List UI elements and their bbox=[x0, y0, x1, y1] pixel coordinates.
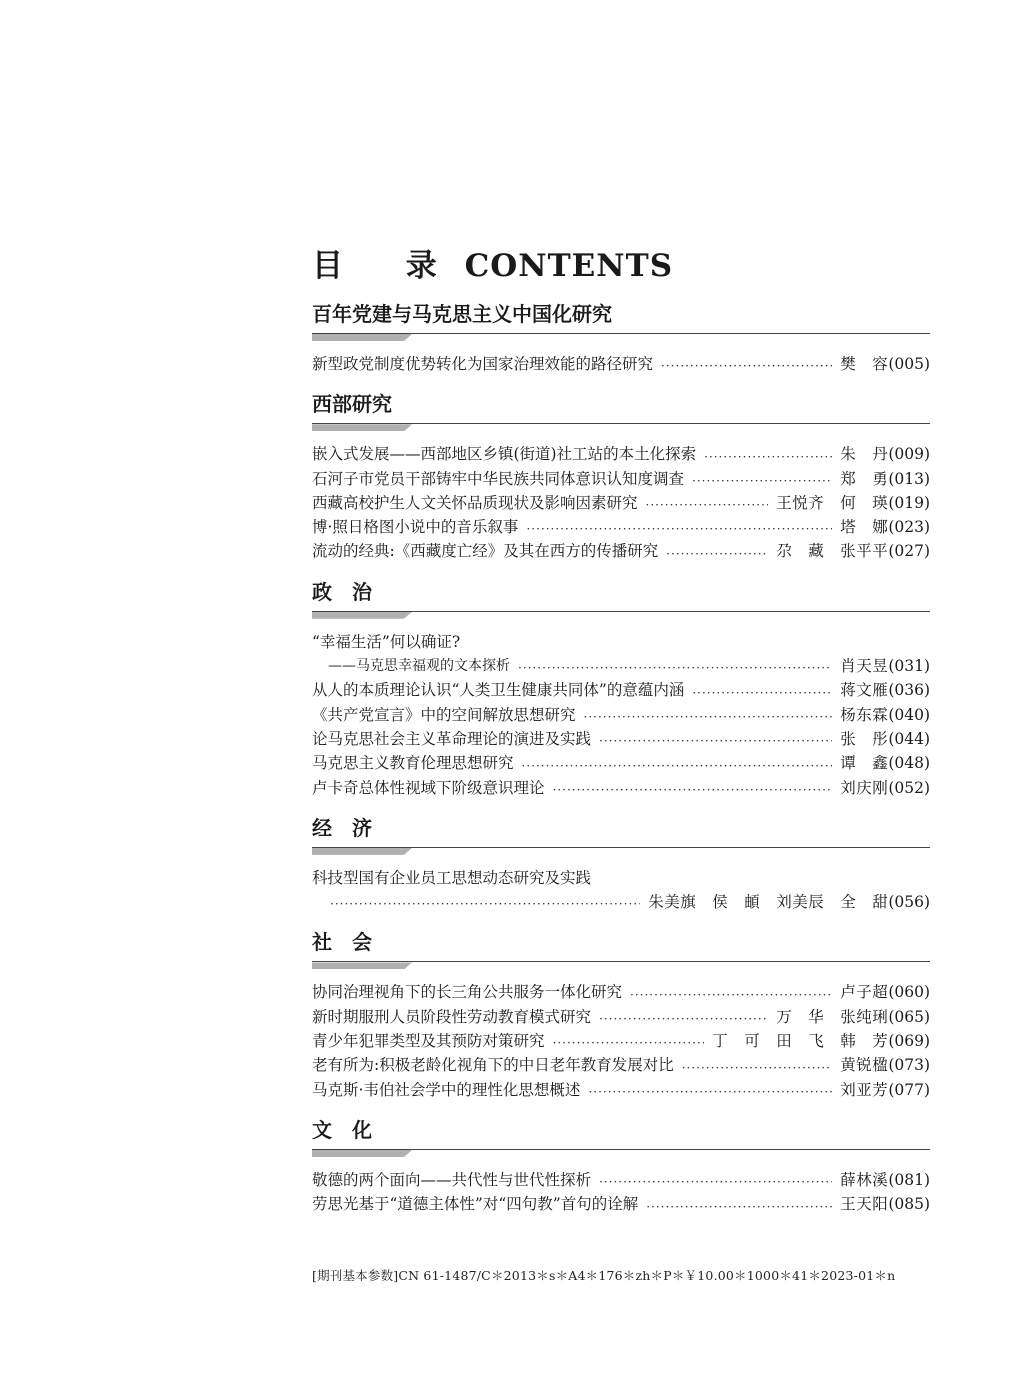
entry-author: 谭 鑫 bbox=[840, 754, 889, 773]
entry-author: 樊 容 bbox=[840, 355, 889, 373]
section-rule bbox=[312, 330, 930, 342]
toc-entry[interactable] bbox=[312, 1053, 930, 1077]
entry-page: (077) bbox=[888, 1080, 930, 1099]
entry-title: 西藏高校护生人文关怀品质现状及影响因素研究 bbox=[312, 493, 638, 512]
leader-dots bbox=[599, 1009, 768, 1029]
entry-author: 丁 可 田 飞 韩 芳 bbox=[712, 1032, 889, 1051]
toc-entry[interactable] bbox=[312, 352, 930, 376]
entry-page: (009) bbox=[888, 445, 930, 464]
entry-author: 蒋文雁 bbox=[840, 681, 889, 700]
entry-title: “幸福生活”何以确证? bbox=[312, 632, 461, 651]
toc-entry[interactable] bbox=[312, 1005, 930, 1029]
page-title-zh: 目 录 bbox=[312, 248, 463, 284]
entry-page: (048) bbox=[888, 754, 930, 773]
section-rule bbox=[312, 958, 930, 970]
section-economy bbox=[312, 814, 930, 915]
page-title bbox=[312, 246, 930, 286]
entry-author: 黄锐楹 bbox=[840, 1056, 889, 1075]
entry-author: 朱美旗 侯 頔 刘美辰 全 甜 bbox=[648, 893, 889, 912]
entry-title: 《共产党宣言》中的空间解放思想研究 bbox=[312, 705, 576, 724]
leader-dots bbox=[646, 1197, 832, 1217]
section-heading: 西部研究 bbox=[312, 392, 392, 417]
entry-page: (027) bbox=[888, 542, 930, 561]
entry-page: (044) bbox=[888, 729, 930, 748]
entry-page: (085) bbox=[888, 1195, 930, 1214]
toc-entry[interactable] bbox=[312, 654, 930, 678]
toc-entry[interactable] bbox=[312, 678, 930, 702]
toc-entry[interactable] bbox=[312, 1168, 930, 1192]
entry-page: (056) bbox=[888, 893, 930, 912]
leader-dots bbox=[661, 356, 832, 376]
section-heading: 文 化 bbox=[312, 1117, 372, 1142]
toc-entry[interactable] bbox=[312, 515, 930, 539]
section-politics bbox=[312, 578, 930, 800]
entry-title: 科技型国有企业员工思想动态研究及实践 bbox=[312, 868, 592, 887]
entry-page: (069) bbox=[888, 1032, 930, 1051]
leader-dots bbox=[588, 1082, 832, 1102]
toc-entry[interactable] bbox=[312, 980, 930, 1004]
entry-author: 王天阳 bbox=[840, 1195, 889, 1214]
leader-dots bbox=[553, 1033, 705, 1053]
entry-title: 青少年犯罪类型及其预防对策研究 bbox=[312, 1032, 545, 1051]
entry-page: (060) bbox=[888, 983, 930, 1002]
section-rule bbox=[312, 420, 930, 432]
entry-title: 论马克思社会主义革命理论的演进及实践 bbox=[312, 729, 592, 748]
entry-page: (019) bbox=[888, 493, 930, 512]
section-party-building bbox=[312, 300, 930, 376]
leader-dots bbox=[330, 894, 640, 914]
entry-title: 从人的本质理论认识“人类卫生健康共同体”的意蕴内涵 bbox=[312, 681, 685, 700]
leader-dots bbox=[518, 658, 832, 678]
entry-author: 万 华 张纯琍 bbox=[776, 1007, 889, 1026]
entry-page: (023) bbox=[888, 518, 930, 537]
toc-entry[interactable] bbox=[312, 1078, 930, 1102]
entry-author: 郑 勇 bbox=[840, 469, 889, 488]
entry-title: 劳思光基于“道德主体性”对“四句教”首句的诠解 bbox=[312, 1195, 639, 1214]
section-heading: 政 治 bbox=[312, 579, 372, 604]
entry-author: 肖天昱 bbox=[840, 657, 889, 676]
toc-entry[interactable] bbox=[312, 1029, 930, 1053]
entry-page: (013) bbox=[888, 469, 930, 488]
toc-entry[interactable] bbox=[312, 703, 930, 727]
entry-author: 杨东霖 bbox=[840, 705, 889, 724]
entry-author: 朱 丹 bbox=[840, 445, 889, 464]
leader-dots bbox=[599, 731, 832, 751]
toc-entry[interactable] bbox=[312, 727, 930, 751]
toc-entry[interactable] bbox=[312, 890, 930, 914]
entry-title: 流动的经典:《西藏度亡经》及其在西方的传播研究 bbox=[312, 542, 659, 561]
leader-dots bbox=[666, 544, 768, 564]
toc-entry[interactable] bbox=[312, 442, 930, 466]
entry-title: 新时期服刑人员阶段性劳动教育模式研究 bbox=[312, 1007, 592, 1026]
entry-author: 刘庆刚 bbox=[840, 778, 889, 797]
section-society bbox=[312, 928, 930, 1101]
leader-dots bbox=[646, 495, 769, 515]
entry-author: 薛林溪 bbox=[840, 1170, 889, 1189]
entry-author: 尕 藏 张平平 bbox=[776, 542, 889, 561]
leader-dots bbox=[553, 780, 833, 800]
entry-author: 塔 娜 bbox=[840, 518, 889, 537]
entry-page: (081) bbox=[888, 1170, 930, 1189]
toc-entry[interactable] bbox=[312, 539, 930, 563]
entry-subtitle: ——马克思幸福观的文本探析 bbox=[328, 658, 510, 675]
section-rule bbox=[312, 844, 930, 856]
entry-page: (036) bbox=[888, 681, 930, 700]
leader-dots bbox=[682, 1058, 833, 1078]
entry-author: 张 彤 bbox=[840, 729, 889, 748]
section-heading: 经 济 bbox=[312, 815, 372, 840]
section-western-research bbox=[312, 390, 930, 563]
toc-entry-title-line[interactable] bbox=[312, 866, 930, 890]
table-of-contents bbox=[312, 246, 930, 1217]
entry-title: 卢卡奇总体性视域下阶级意识理论 bbox=[312, 778, 545, 797]
toc-entry[interactable] bbox=[312, 1192, 930, 1216]
entry-page: (031) bbox=[888, 657, 930, 676]
entry-title: 石河子市党员干部铸牢中华民族共同体意识认知度调查 bbox=[312, 469, 685, 488]
entry-author: 卢子超 bbox=[840, 983, 889, 1002]
entry-title: 老有所为:积极老龄化视角下的中日老年教育发展对比 bbox=[312, 1056, 674, 1075]
leader-dots bbox=[526, 519, 832, 539]
leader-dots bbox=[692, 471, 832, 491]
section-rule bbox=[312, 608, 930, 620]
entry-title: 博·照日格图小说中的音乐叙事 bbox=[312, 518, 519, 537]
section-rule bbox=[312, 1146, 930, 1158]
journal-parameters: [期刊基本参数]CN 61-1487/C＊2013＊s＊A4＊176＊zh＊P＊￥10.00＊1000＊41＊2023-01＊n bbox=[312, 1268, 896, 1283]
entry-page: (040) bbox=[888, 705, 930, 724]
entry-author: 王悦齐 何 瑛 bbox=[776, 493, 889, 512]
leader-dots bbox=[704, 447, 832, 467]
leader-dots bbox=[692, 683, 832, 703]
entry-title: 嵌入式发展——西部地区乡镇(街道)社工站的本土化探索 bbox=[312, 445, 697, 464]
page-title-en: CONTENTS bbox=[464, 248, 674, 284]
leader-dots bbox=[584, 707, 833, 727]
leader-dots bbox=[522, 756, 833, 776]
section-culture bbox=[312, 1116, 930, 1217]
entry-page: (073) bbox=[888, 1056, 930, 1075]
toc-entry-title-line[interactable] bbox=[312, 630, 930, 654]
toc-entry[interactable] bbox=[312, 467, 930, 491]
entry-title: 敬德的两个面向——共代性与世代性探析 bbox=[312, 1170, 592, 1189]
leader-dots bbox=[630, 985, 832, 1005]
entry-page: (052) bbox=[888, 778, 930, 797]
entry-title: 马克思主义教育伦理思想研究 bbox=[312, 754, 514, 773]
entry-title: 马克斯·韦伯社会学中的理性化思想概述 bbox=[312, 1080, 581, 1099]
section-heading: 社 会 bbox=[312, 930, 372, 955]
toc-entry[interactable] bbox=[312, 491, 930, 515]
leader-dots bbox=[599, 1172, 832, 1192]
entry-title: 协同治理视角下的长三角公共服务一体化研究 bbox=[312, 983, 623, 1002]
toc-entry[interactable] bbox=[312, 776, 930, 800]
toc-entry[interactable] bbox=[312, 751, 930, 775]
entry-title: 新型政党制度优势转化为国家治理效能的路径研究 bbox=[312, 355, 654, 373]
section-heading: 百年党建与马克思主义中国化研究 bbox=[312, 302, 612, 326]
entry-page: (065) bbox=[888, 1007, 930, 1026]
entry-author: 刘亚芳 bbox=[840, 1080, 889, 1099]
entry-page: (005) bbox=[888, 355, 930, 373]
